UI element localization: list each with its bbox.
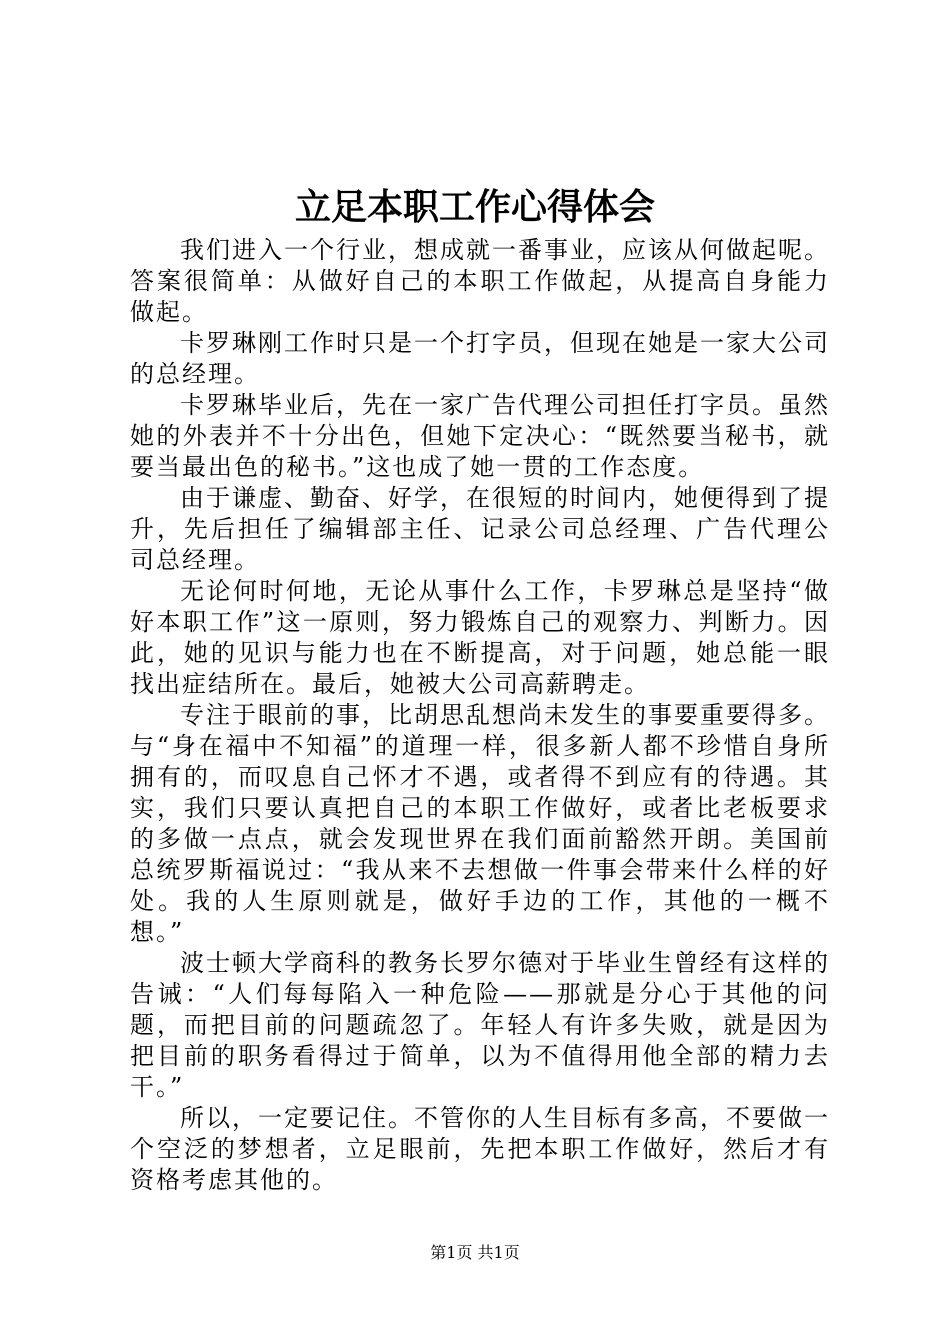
page-footer: 第1页 共1页 [430,1243,520,1262]
paragraph-2: 卡罗琳刚工作时只是一个打字员，但现在她是一家大公司的总经理。 [130,329,830,388]
paragraph-7: 波士顿大学商科的教务长罗尔德对于毕业生曾经有这样的告诫：“人们每每陷入一种危险——那就是分心于其他的问题，而把目前的问题疏忽了。年轻人有许多失败，就是因为把目前的职务看得过于简单，以为不值得用他全部的精力去干。” [130,949,830,1101]
document-body [130,235,830,1196]
paragraph-8: 所以，一定要记住。不管你的人生目标有多高，不要做一个空泛的梦想者，立足眼前，先把本职工作做好，然后才有资格考虑其他的。 [130,1104,830,1194]
paragraph-5: 无论何时何地，无论从事什么工作，卡罗琳总是坚持“做好本职工作”这一原则，努力锻炼自己的观察力、判断力。因此，她的见识与能力也在不断提高，对于问题，她总能一眼找出症结所在。最后，她被大公司高薪聘走。 [130,577,830,698]
paragraph-3: 卡罗琳毕业后，先在一家广告代理公司担任打字员。虽然她的外表并不十分出色，但她下定决心：“既然要当秘书，就要当最出色的秘书。”这也成了她一贯的工作态度。 [130,391,830,481]
document-title: 立足本职工作心得体会 [294,187,655,228]
paragraph-1: 我们进入一个行业，想成就一番事业，应该从何做起呢。答案很简单：从做好自己的本职工作做起，从提高自身能力做起。 [130,236,830,326]
paragraph-6: 专注于眼前的事，比胡思乱想尚未发生的事要重要得多。与“身在福中不知福”的道理一样，很多新人都不珍惜自身所拥有的，而叹息自己怀才不遇，或者得不到应有的待遇。其实，我们只要认真把自己的本职工作做好，或者比老板要求的多做一点点，就会发现世界在我们面前豁然开朗。美国前总统罗斯福说过：“我从来不去想做一件事会带来什么样的好处。我的人生原则就是，做好手边的工作，其他的一概不想。” [130,701,830,946]
paragraph-4: 由于谦虚、勤奋、好学，在很短的时间内，她便得到了提升，先后担任了编辑部主任、记录公司总经理、广告代理公司总经理。 [130,484,830,574]
